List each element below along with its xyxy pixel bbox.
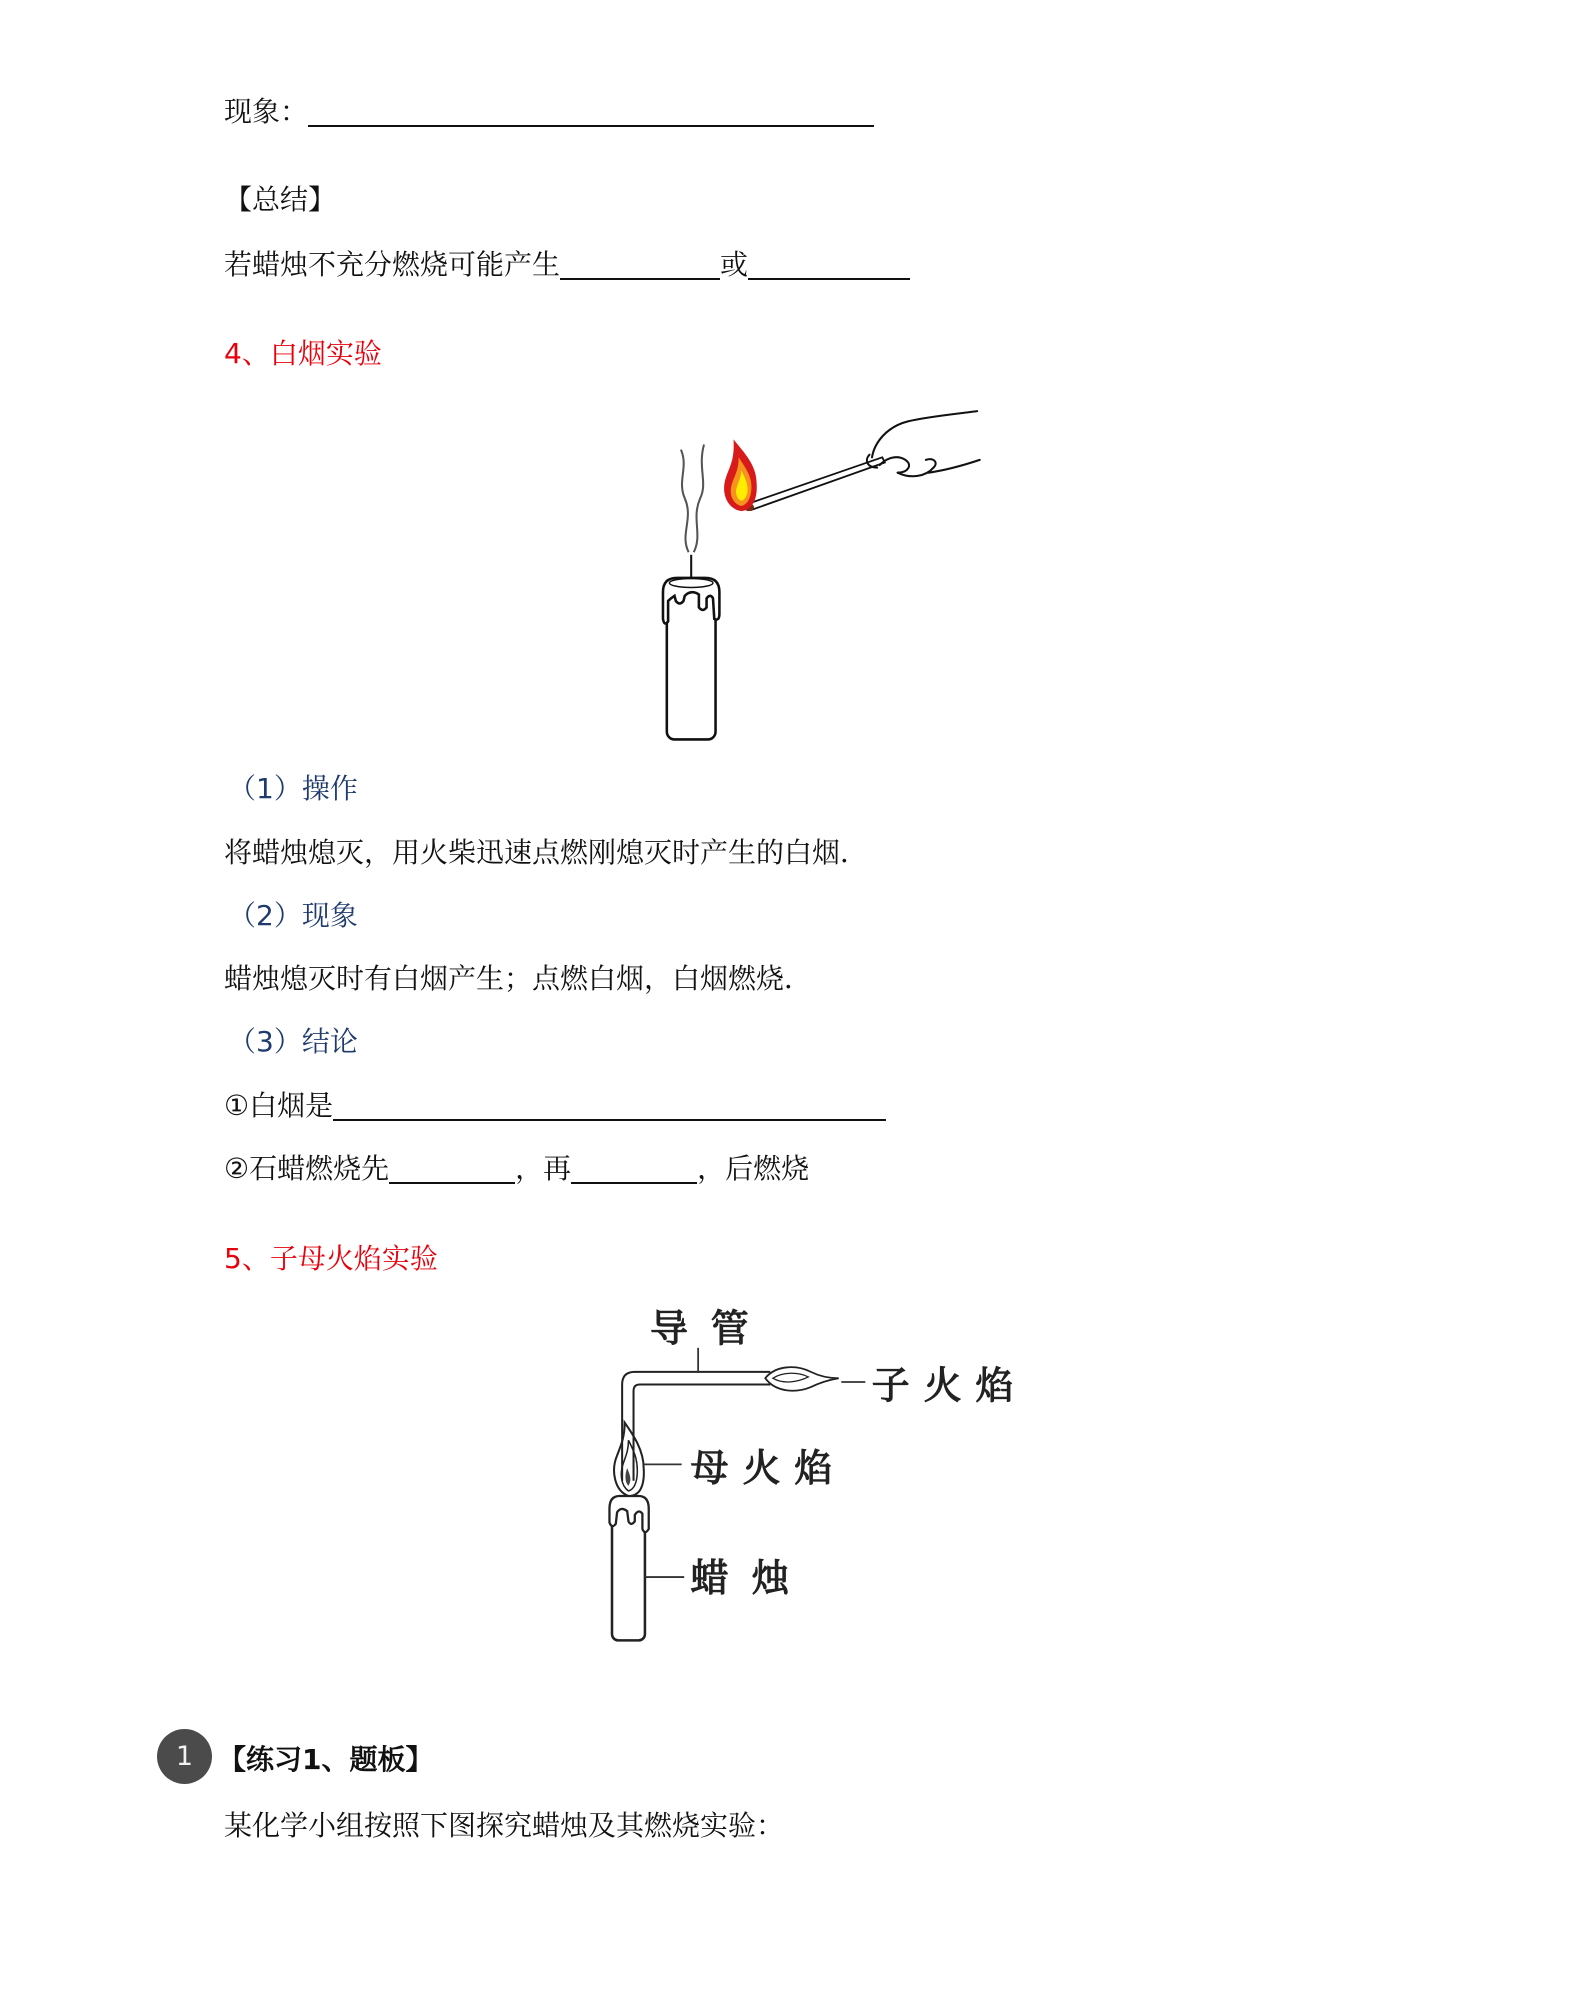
phenomenon-label: 现象： [224,95,309,128]
conclusion-2-blank-1 [389,1154,515,1184]
candle-match-illustration [654,406,981,742]
conclusion-2-prefix: ②石蜡燃烧先 [224,1152,390,1185]
summary-line [224,247,910,283]
mother-flame-label: 母火焰 [690,1445,847,1490]
phenomenon-blank [308,97,874,127]
smoke-icon [681,444,704,552]
conclusion-2-suffix: ，后燃烧 [697,1152,810,1185]
conclusion-1-line [224,1088,886,1124]
section4-heading: 4、白烟实验 [224,337,382,370]
phenomenon-text: 蜡烛熄灭时有白烟产生；点燃白烟，白烟燃烧． [224,962,813,995]
child-flame-icon [765,1367,838,1391]
phenomenon-line [224,94,874,130]
candle-label: 蜡烛 [690,1556,813,1600]
section5-heading: 5、子母火焰实验 [224,1242,438,1275]
candle-icon [609,1483,648,1640]
match-icon [744,457,885,511]
conclusion-1-text: ①白烟是 [224,1089,334,1122]
hand-icon [867,411,980,476]
conclusion-2-line [224,1151,809,1187]
child-flame-label: 子火焰 [871,1363,1028,1408]
summary-text: 若蜡烛不充分燃烧可能产生 [224,248,561,281]
summary-blank-2 [748,250,910,280]
phenomenon-heading: （2）现象 [228,899,358,932]
exercise-number-badge: 1 [157,1729,212,1784]
operation-heading: （1）操作 [228,772,358,805]
summary-heading: 【总结】 [224,183,337,216]
conclusion-2-blank-2 [571,1154,697,1184]
operation-text: 将蜡烛熄灭，用火柴迅速点燃刚熄灭时产生的白烟． [224,836,869,869]
mother-flame-icon [614,1423,644,1496]
summary-or: 或 [720,248,749,281]
tube-label: 导管 [650,1306,772,1351]
conclusion-2-mid: ，再 [515,1152,572,1185]
candle-icon [663,555,719,740]
conclusion-1-blank [333,1091,886,1121]
exercise-intro: 某化学小组按照下图探究蜡烛及其燃烧实验： [224,1809,785,1842]
flame-icon [724,439,757,511]
exercise-title: 【练习1、题板】 [218,1743,434,1776]
summary-blank-1 [560,250,720,280]
conclusion-heading: （3）结论 [228,1025,358,1058]
child-mother-flame-diagram [603,1306,1039,1648]
